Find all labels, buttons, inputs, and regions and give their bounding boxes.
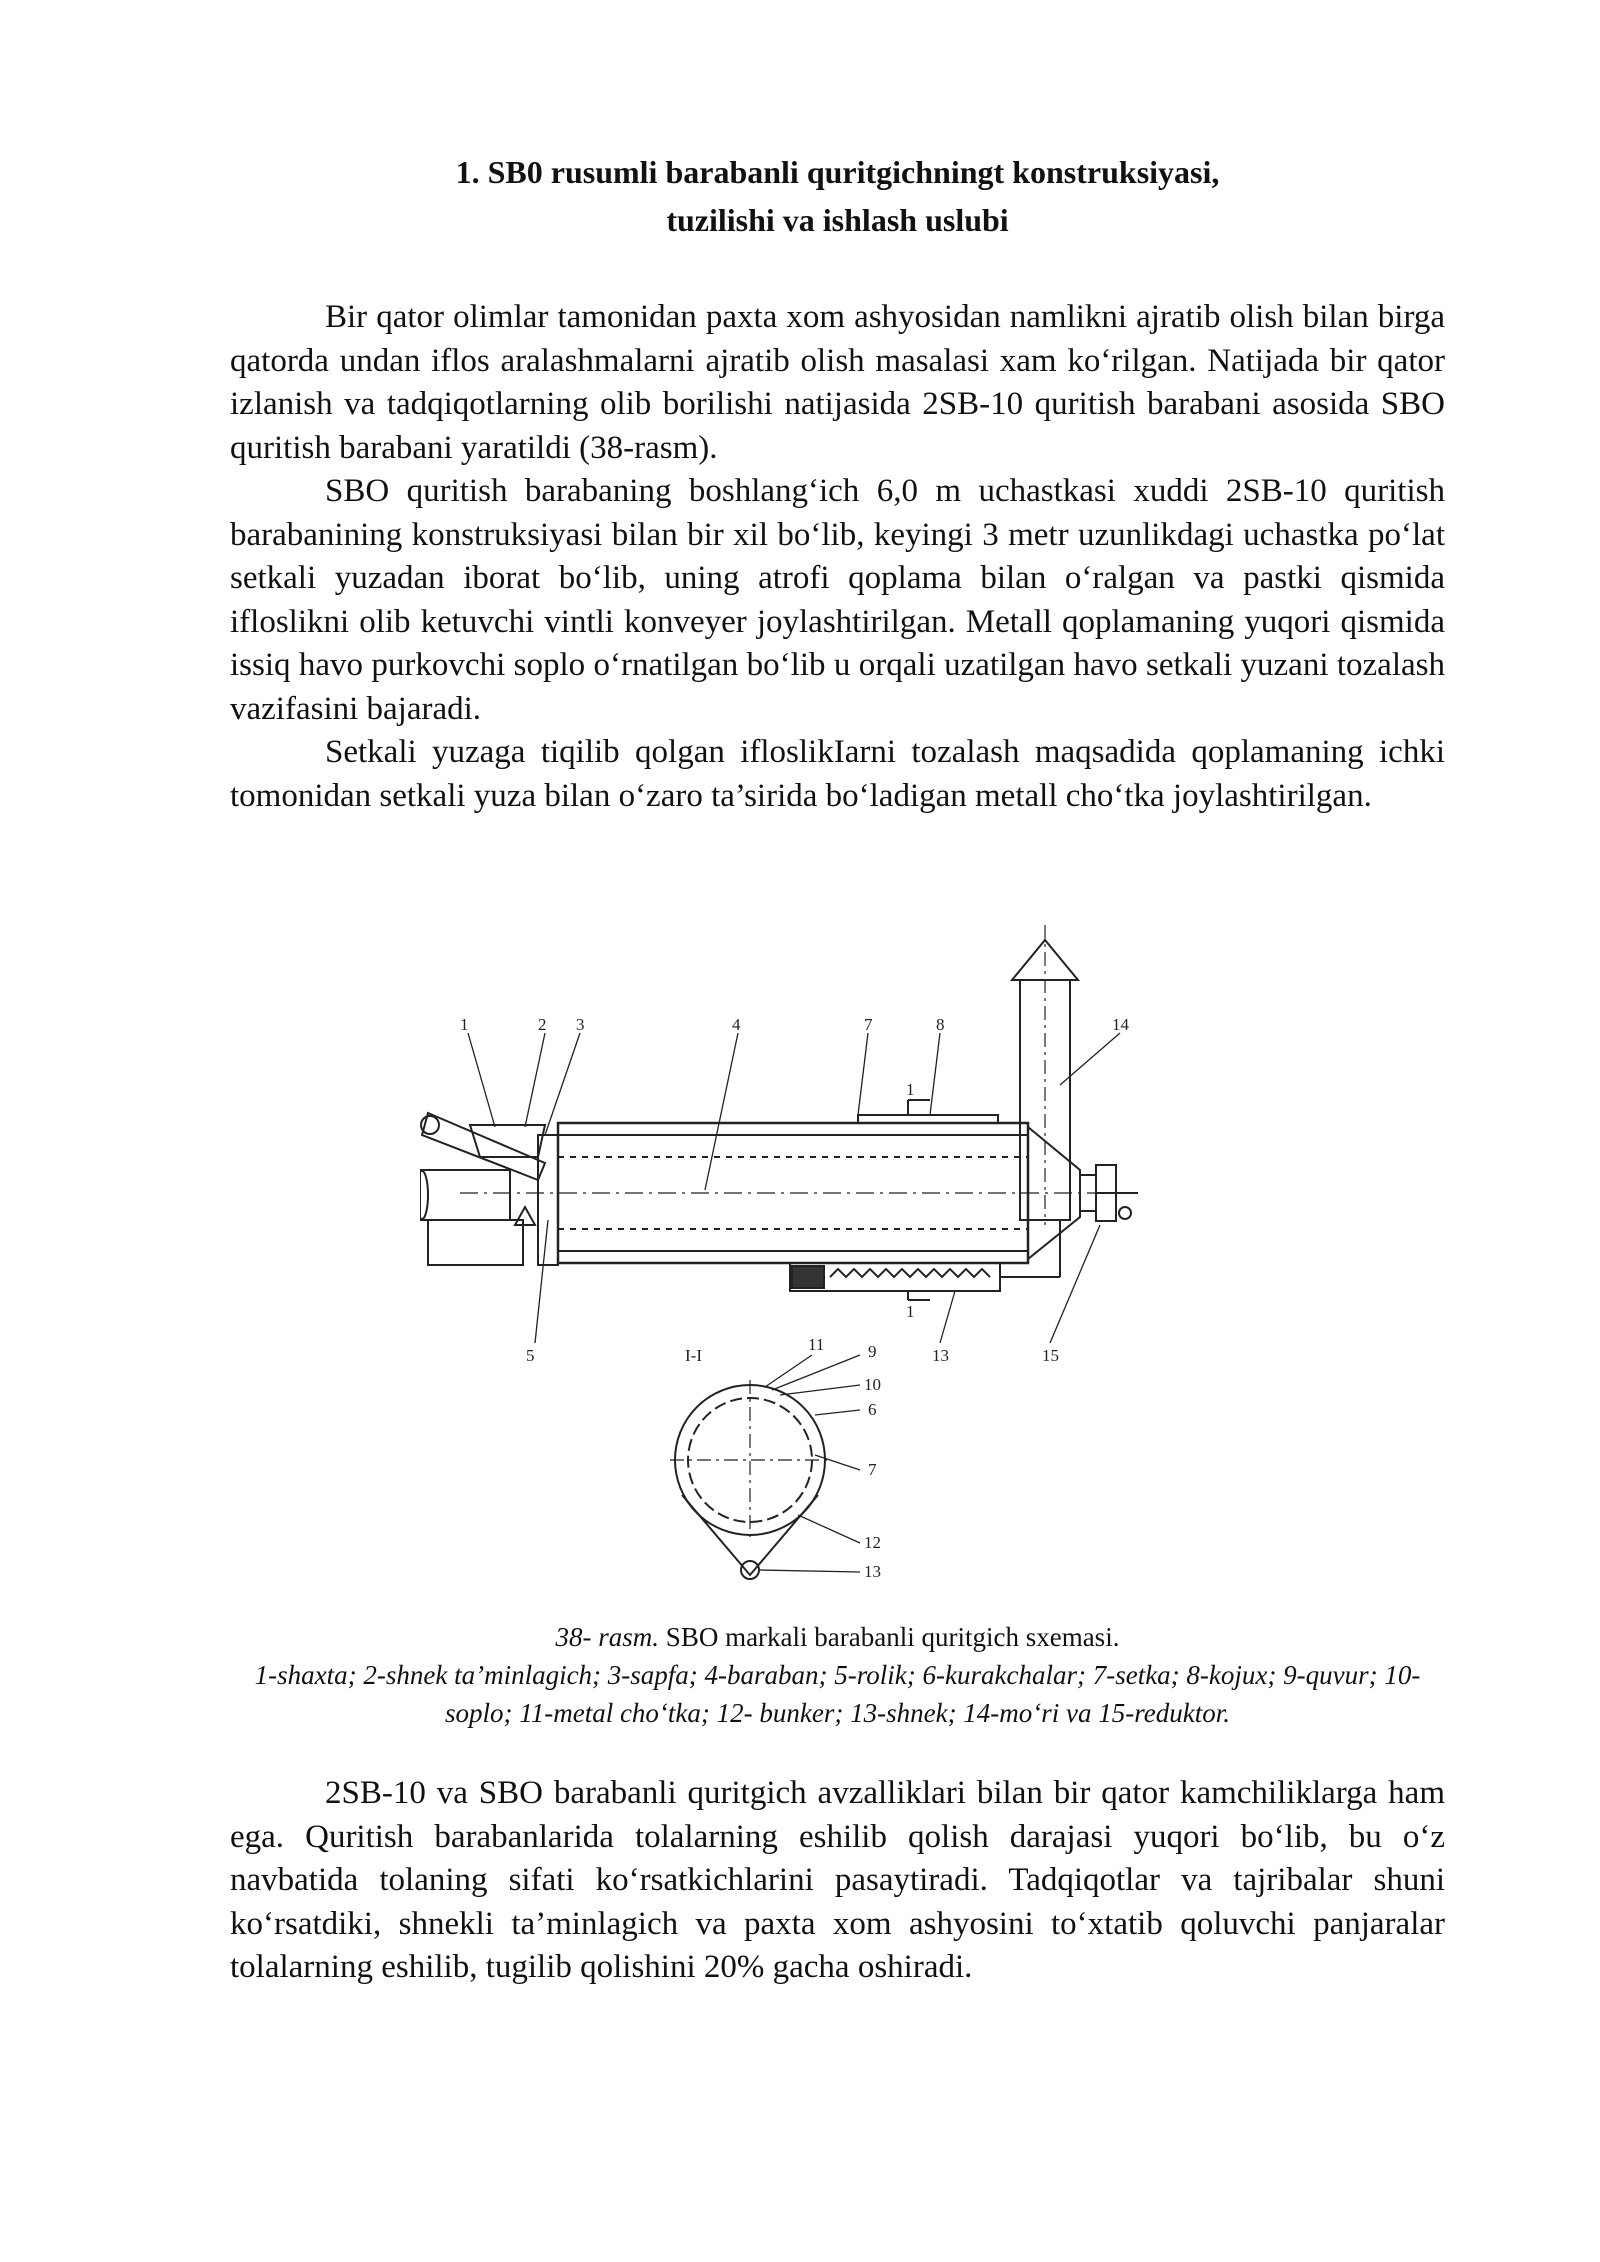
paragraph: SBO quritish barabaning boshlang‘ich 6,0 m uchastkasi xuddi 2SB-10 quritish barabanining konstruksiyasi bilan bir xil bo‘lib, keyingi 3 metr uzunlikdagi uchastka po‘lat setkali yuzadan iborat bo‘lib, uning atrofi qoplama bilan o‘ralgan va pastki qismida ifloslikni olib ketuvchi vintli konveyer joylashtirilgan. Metall qoplamaning yuqori qismida issiq havo purkovchi soplo o‘rnatilgan bo‘lib u orqali uzatilgan havo setkali yuzani tozalash vazifasini bajaradi. — [230, 473, 1445, 727]
cut-label-top: 1 — [906, 1080, 915, 1099]
label-4: 4 — [732, 1015, 741, 1034]
section-title — [230, 148, 1445, 244]
drum-body — [460, 1115, 1130, 1263]
section-label: I-I — [685, 1346, 702, 1365]
paragraph: 2SB-10 va SBO barabanli quritgich avzalliklari bilan bir qator kamchiliklarga ham ega. Quritish barabanlarida tolalarning eshilib qolish darajasi yuqori bo‘lib, bu o‘z navbatida tolaning sifati ko‘rsatkichlarini pasaytiradi. Tadqiqotlar va tajribalar shuni ko‘rsatdiki, shnekli ta’minlagich va paxta xom ashyosini to‘xtatib qoluvchi panjaralar tolalarning eshilib, tugilib qolishini 20% gacha oshiradi. — [230, 1775, 1445, 1985]
title-line-2: tuzilishi va ishlash uslubi — [666, 202, 1009, 238]
label-13: 13 — [932, 1346, 949, 1365]
label-14: 14 — [1112, 1015, 1129, 1034]
dryer-schematic-figure — [420, 895, 1140, 1605]
section-cut-marks — [906, 1080, 930, 1321]
label-2: 2 — [538, 1015, 547, 1034]
label-1: 1 — [460, 1015, 469, 1034]
paragraph: Bir qator olimlar tamonidan paxta xom ashyosidan namlikni ajratib olish bilan birga qatorda undan iflos aralashmalarni ajratib olish masalasi xam ko‘rilgan. Natijada bir qator izlanish va tadqiqotlarning olib borilishi natijasida 2SB-10 quritish barabani asosida SBO quritish barabani yaratildi (38-rasm). — [230, 299, 1445, 466]
dryer-schematic-drawing — [420, 895, 1140, 1605]
chimney — [1012, 925, 1078, 1225]
label-3: 3 — [576, 1015, 585, 1034]
label-7: 7 — [864, 1015, 873, 1034]
body-text-bottom — [230, 1772, 1445, 1990]
paragraph: Setkali yuzaga tiqilib qolgan ifloslikIarni tozalash maqsadida qoplamaning ichki tomonidan setkali yuza bilan o‘zaro ta’sirida bo‘ladigan metall cho‘tka joylashtirilgan. — [230, 734, 1445, 814]
label-15: 15 — [1042, 1346, 1059, 1365]
label-7-section: 7 — [868, 1460, 877, 1479]
body-text-top — [230, 296, 1445, 818]
label-8: 8 — [936, 1015, 945, 1034]
feed-assembly — [420, 1113, 558, 1265]
caption-title-line — [230, 1618, 1445, 1656]
label-11: 11 — [808, 1335, 825, 1354]
label-10: 10 — [864, 1375, 881, 1394]
caption-legend: 1-shaxta; 2-shnek ta’minlagich; 3-sapfa; 4-baraban; 5-rolik; 6-kurakchalar; 7-setka; 8-kojux; 9-quvur; 10-soplo; 11-metal cho‘tka; 12- bunker; 13-shnek; 14-mo‘ri va 15-reduktor. — [254, 1660, 1421, 1728]
label-13-section: 13 — [864, 1562, 881, 1581]
bottom-conveyor — [790, 1221, 1060, 1291]
title-line-1: 1. SB0 rusumli barabanli quritgichningt konstruksiyasi, — [455, 154, 1220, 190]
leader-lines — [468, 1033, 1120, 1343]
label-12: 12 — [864, 1533, 881, 1552]
figure-caption — [230, 1618, 1445, 1732]
caption-prefix: 38- rasm. — [555, 1622, 660, 1652]
caption-title: SBO markali barabanli quritgich sxemasi. — [659, 1622, 1120, 1652]
label-6: 6 — [868, 1400, 877, 1419]
cross-section — [670, 1335, 881, 1581]
label-5: 5 — [526, 1346, 535, 1365]
cut-label-bottom: 1 — [906, 1302, 915, 1321]
label-9: 9 — [868, 1342, 877, 1361]
